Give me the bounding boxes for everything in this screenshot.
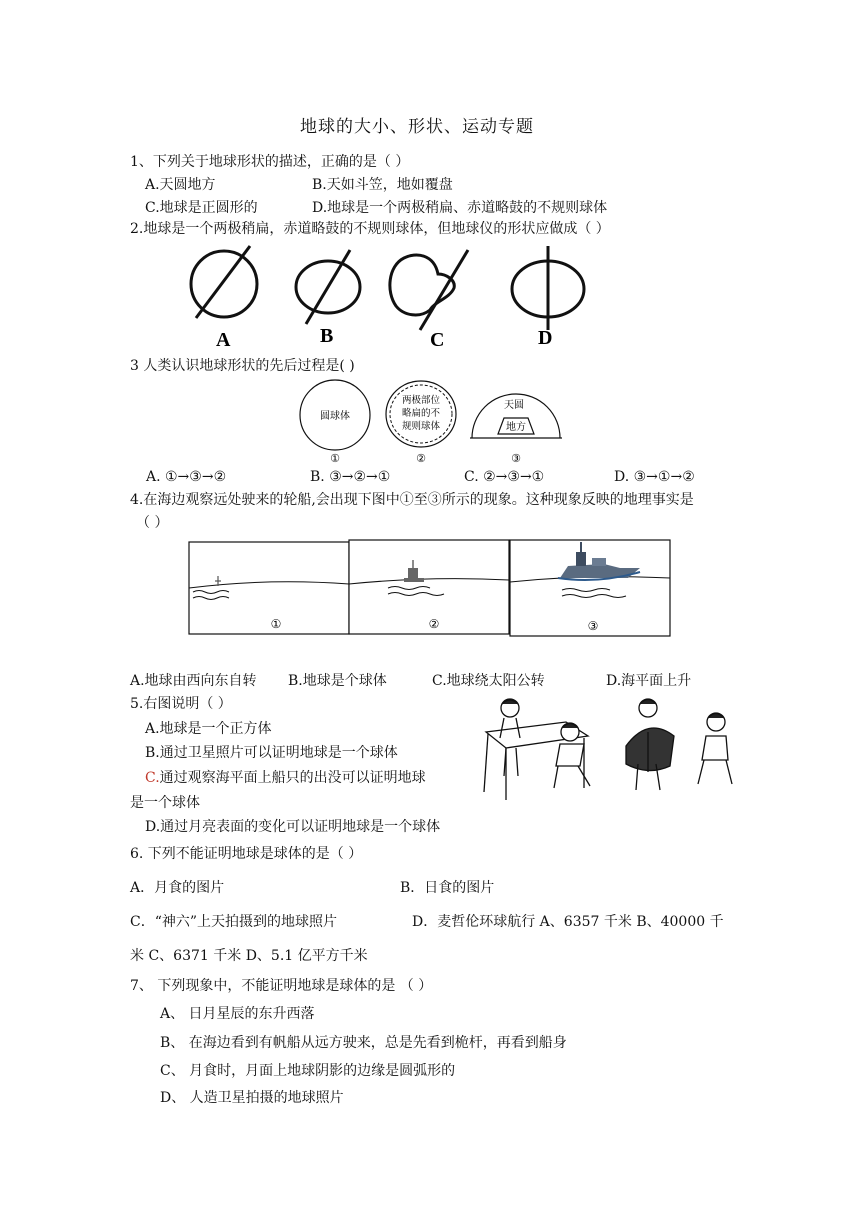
q1-option-d: D.地球是一个两极稍扁、赤道略鼓的不规则球体	[312, 200, 608, 216]
ship-panel-2	[349, 540, 509, 634]
q3-option-b: B. ③→②→①	[310, 469, 391, 485]
q2-label-b: B	[320, 325, 334, 347]
q5-option-c-continued: 是一个球体	[130, 795, 200, 811]
q3-figures	[292, 378, 572, 464]
ship-panel-3	[510, 540, 670, 636]
page-title: 地球的大小、形状、运动专题	[300, 117, 534, 137]
q3-stem: 3 人类认识地球形状的先后过程是( )	[130, 358, 355, 374]
q3-fig-num-2: ②	[416, 452, 426, 464]
q2-label-d: D	[538, 327, 553, 349]
q1-option-c: C.地球是正圆形的	[145, 200, 258, 216]
q4-panel-num-1: ①	[270, 617, 282, 631]
q2-label-a: A	[216, 329, 231, 350]
q4-ship-panels	[188, 538, 672, 640]
q5-option-c-text: 通过观察海平面上船只的出没可以证明地球	[159, 770, 426, 786]
irregular-sphere-figure	[386, 381, 456, 447]
q5-option-b: B.通过卫星照片可以证明地球是一个球体	[145, 745, 398, 761]
umbrella-scene	[626, 699, 732, 790]
q5-option-c	[145, 771, 426, 785]
globe-shape-c	[390, 250, 468, 330]
q3-fig3-top: 天圆	[504, 400, 524, 411]
q2-globe-figures	[180, 244, 600, 350]
q1-stem: 1、下列关于地球形状的描述，正确的是（ ）	[130, 154, 410, 170]
q3-fig2-line3: 规则球体	[401, 421, 441, 432]
q6-stem: 6. 下列不能证明地球是球体的是（ ）	[130, 846, 363, 862]
globe-shape-a	[191, 246, 257, 318]
globe-shape-b	[296, 250, 360, 324]
globe-shape-d	[512, 246, 584, 330]
q5-stem: 5.右图说明（ ）	[130, 696, 232, 712]
q3-option-d: D. ③→①→②	[614, 469, 695, 485]
table-scene	[484, 699, 590, 800]
q7-stem: 7、 下列现象中，不能证明地球是球体的是 （ ）	[130, 978, 433, 994]
q1-option-b: B.天如斗笠，地如覆盘	[312, 177, 453, 193]
round-sphere-figure	[300, 380, 370, 450]
q4-paren: （ ）	[136, 515, 169, 531]
q4-stem: 4.在海边观察远处驶来的轮船,会出现下图中①至③所示的现象。这种现象反映的地理事实是	[130, 492, 694, 508]
q6-option-c: C．“神六”上天拍摄到的地球照片	[130, 914, 338, 930]
q3-fig1-text: 圆球体	[320, 411, 350, 422]
q3-option-c: C. ②→③→①	[464, 469, 545, 485]
q7-option-a: A、 日月星辰的东升西落	[160, 1006, 315, 1022]
q4-option-b: B.地球是个球体	[288, 673, 387, 689]
ship-panel-1	[189, 542, 349, 634]
q7-option-d: D、 人造卫星拍摄的地球照片	[160, 1090, 344, 1106]
q3-fig3-bottom: 地方	[506, 422, 526, 433]
q4-panel-num-2: ②	[428, 617, 440, 631]
q4-option-a: A.地球由西向东自转	[130, 673, 257, 689]
q3-fig-num-1: ①	[330, 452, 340, 464]
q6-option-a: A．月食的图片	[130, 880, 225, 896]
q3-fig2-line1: 两极部位	[401, 395, 441, 406]
q3-fig-num-3: ③	[511, 452, 521, 464]
q3-option-a: A. ①→③→②	[146, 469, 227, 485]
q5-option-a: A.地球是一个正方体	[145, 721, 272, 737]
q2-label-c: C	[430, 329, 445, 350]
q6-continued: 米 C、6371 千米 D、5.1 亿平方千米	[130, 948, 368, 964]
q7-option-c: C、 月食时，月面上地球阴影的边缘是圆弧形的	[160, 1063, 456, 1079]
q4-panel-num-3: ③	[587, 619, 599, 633]
q6-option-b: B．日食的图片	[400, 880, 495, 896]
q5-option-c-letter: C.	[145, 770, 160, 786]
q5-children-illustration	[476, 692, 754, 802]
q2-stem: 2.地球是一个两极稍扁，赤道略鼓的不规则球体，但地球仪的形状应做成（ ）	[130, 221, 610, 237]
q5-option-d: D.通过月亮表面的变化可以证明地球是一个球体	[145, 819, 441, 835]
q4-option-c: C.地球绕太阳公转	[432, 673, 545, 689]
q6-option-d: D．麦哲伦环球航行 A、6357 千米 B、40000 千	[412, 914, 724, 930]
q4-option-d: D.海平面上升	[606, 673, 692, 689]
round-sky-square-earth-figure	[470, 394, 562, 438]
q7-option-b: B、 在海边看到有帆船从远方驶来，总是先看到桅杆，再看到船身	[160, 1035, 567, 1051]
q3-fig2-line2: 略扁的不	[401, 408, 441, 419]
q1-option-a: A.天圆地方	[145, 177, 216, 193]
